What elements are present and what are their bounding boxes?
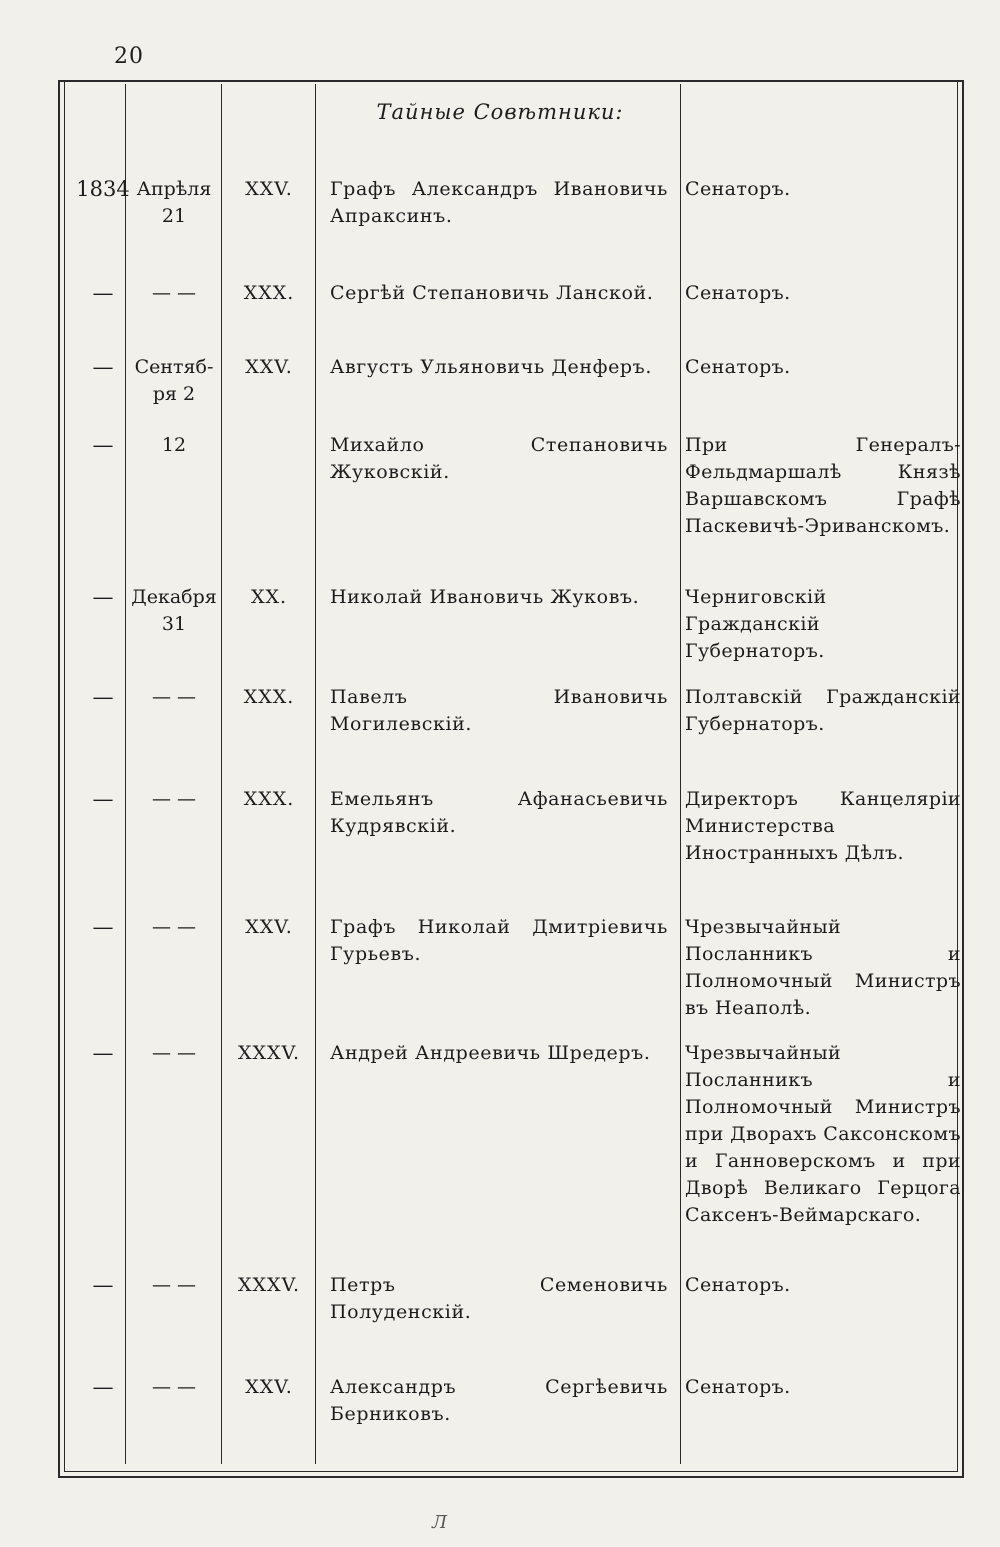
order-cell: XXV. bbox=[245, 178, 293, 200]
date-cell: Декабря 31 bbox=[131, 586, 217, 635]
order-cell: XXXV. bbox=[237, 1042, 301, 1064]
office-cell: Черниговскій Гражданскій Губернаторъ. bbox=[685, 586, 827, 662]
order-cell: XXX. bbox=[243, 788, 295, 810]
order-cell: XXX. bbox=[243, 282, 295, 304]
date-cell: 12 bbox=[161, 434, 187, 456]
office-cell: Сенаторъ. bbox=[685, 1274, 791, 1296]
date-cell: — — bbox=[151, 282, 197, 304]
office-cell: Сенаторъ. bbox=[685, 356, 791, 378]
name-cell: Емельянъ Афанасьевичь Кудрявскій. bbox=[330, 788, 668, 837]
date-cell: — — bbox=[151, 1042, 197, 1064]
year-cell: — bbox=[92, 585, 114, 609]
date-cell: — — bbox=[151, 1274, 197, 1296]
year-cell: — bbox=[92, 787, 114, 811]
order-cell: XXV. bbox=[245, 916, 293, 938]
year-cell: — bbox=[92, 1375, 114, 1399]
name-cell: Павелъ Ивановичь Могилевскій. bbox=[330, 686, 668, 735]
name-cell: Августъ Ульяновичь Денферъ. bbox=[330, 356, 652, 378]
order-cell: XXV. bbox=[245, 1376, 293, 1398]
date-cell: — — bbox=[151, 686, 197, 708]
office-cell: Сенаторъ. bbox=[685, 282, 791, 304]
order-cell: XXXV. bbox=[237, 1274, 301, 1296]
name-cell: Графъ Александръ Ивановичь Апраксинъ. bbox=[330, 178, 668, 227]
name-cell: Михайло Степановичь Жуковскій. bbox=[330, 434, 668, 483]
section-heading: Тайные Совѣтники: bbox=[376, 100, 624, 124]
year-cell: — bbox=[92, 1273, 114, 1297]
year-cell: — bbox=[92, 915, 114, 939]
signature-mark: Л bbox=[432, 1512, 448, 1533]
order-cell: XXV. bbox=[245, 356, 293, 378]
page-number: 20 bbox=[114, 44, 144, 69]
year-cell: — bbox=[92, 1041, 114, 1065]
date-cell: — — bbox=[151, 916, 197, 938]
year-cell: — bbox=[92, 685, 114, 709]
order-cell: XXX. bbox=[243, 686, 295, 708]
name-cell: Петръ Семеновичь Полуденскій. bbox=[330, 1274, 668, 1323]
year-cell: — bbox=[92, 355, 114, 379]
name-cell: Графъ Николай Дмитріевичь Гурьевъ. bbox=[330, 916, 668, 965]
office-cell: При Генералъ-Фельдмаршалѣ Князѣ Варшавскомъ Графѣ Паскевичѣ-Эриванскомъ. bbox=[685, 434, 961, 537]
year-cell: 1834 bbox=[76, 177, 130, 201]
office-cell: Полтавскій Гражданскій Губернаторъ. bbox=[685, 686, 961, 735]
date-cell: Сентяб-ря 2 bbox=[134, 356, 214, 405]
column-divider bbox=[680, 84, 681, 1464]
year-cell: — bbox=[92, 281, 114, 305]
office-cell: Чрезвычайный Посланникъ и Полномочный Министръ при Дворахъ Саксонскомъ и Ганноверскомъ и при Дворѣ Великаго Герцога Саксенъ-Веймарскаго. bbox=[685, 1042, 961, 1226]
name-cell: Александръ Сергѣевичь Берниковъ. bbox=[330, 1376, 668, 1425]
office-cell: Директоръ Канцеляріи Министерства Иностранныхъ Дѣлъ. bbox=[685, 788, 961, 864]
order-cell: XX. bbox=[250, 586, 288, 608]
date-cell: — — bbox=[151, 788, 197, 810]
name-cell: Николай Ивановичь Жуковъ. bbox=[330, 586, 640, 608]
date-cell: Апрѣля 21 bbox=[136, 178, 212, 227]
name-cell: Сергѣй Степановичь Ланской. bbox=[330, 282, 654, 304]
office-cell: Сенаторъ. bbox=[685, 178, 791, 200]
office-cell: Сенаторъ. bbox=[685, 1376, 791, 1398]
office-cell: Чрезвычайный Посланникъ и Полномочный Министръ въ Неаполѣ. bbox=[685, 916, 961, 1019]
year-cell: — bbox=[92, 433, 114, 457]
name-cell: Андрей Андреевичь Шредеръ. bbox=[330, 1042, 651, 1064]
date-cell: — — bbox=[151, 1376, 197, 1398]
